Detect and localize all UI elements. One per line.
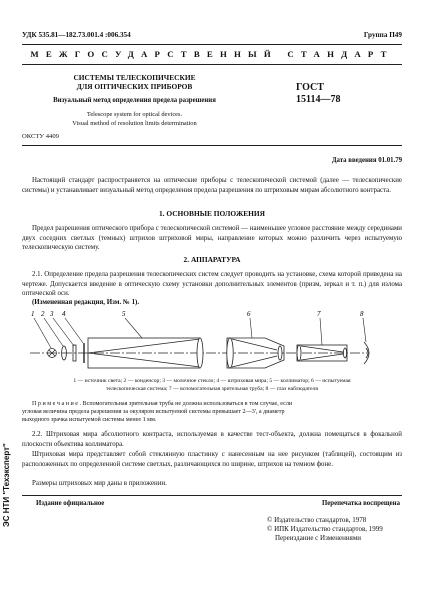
note-line3: выходного зрачка испытуемой системы менее 1 мм.: [22, 417, 157, 423]
section1-paragraph: Предел разрешения оптического прибора с телескопической системой — наименьшее угловое расстояние между серединами двух соседних светлых (темных) штрихов штриховой миры, направление которых можно различить через испытуемую телескопическую систему.: [22, 225, 402, 251]
section1-heading: 1. ОСНОВНЫЕ ПОЛОЖЕНИЯ: [158, 209, 266, 218]
section2-paragraph-2-1: 2.1. Определение предела разрешения телескопических систем следует проводить на установке, схема которой приведена на чертеже. Допускается введение в оптическую схему установки дополнительных элементов (призм, зеркал и т. п.) для излома оптической оси.: [22, 271, 402, 297]
callout-label: 1: [31, 310, 35, 318]
title-rule: [22, 145, 402, 146]
reprint-prohibited-label: Перепечатка воспрещена: [322, 500, 400, 507]
title-subtitle: Визуальный метод определения предела разрешения: [53, 97, 216, 104]
copyright-line1: © Издательство стандартов, 1978: [267, 516, 367, 524]
note-line1: П р и м е ч а н и е . Вспомогательная зрительная труба не должна использоваться в том случае, если: [32, 401, 293, 407]
udk-code: УДК 535.81—182.73.001.4 :006.354: [22, 31, 131, 39]
top-rule: [22, 44, 402, 45]
note-line2: угловая величина предела разрешения за окуляром испытуемой системы превышает 2—3', а диаметр: [22, 409, 285, 415]
callout-label: 7: [317, 310, 321, 318]
title-line1: СИСТЕМЫ ТЕЛЕСКОПИЧЕСКИЕ: [73, 73, 196, 82]
okstu-code: ОКСТУ 4409: [22, 133, 59, 140]
gost-label: ГОСТ: [296, 82, 324, 93]
section2-heading: 2. АППАРАТУРА: [183, 255, 241, 264]
gost-number: 15114—78: [296, 94, 341, 105]
title-line2: ДЛЯ ОПТИЧЕСКИХ ПРИБОРОВ: [76, 82, 193, 91]
callout-label: 3: [50, 310, 54, 318]
group-code: Группа П49: [363, 31, 402, 39]
copyright-line2: © ИПК Издательство стандартов, 1999: [267, 525, 383, 533]
title-english-line2: Visual method of resolution limits determination: [72, 120, 197, 127]
section2-paragraph-2-2: 2.2. Штриховая мира абсолютного контраста, используемая в качестве тест-объекта, должна помещаться в фокальной плоскости объектива коллиматора.: [22, 431, 402, 448]
section2-paragraph-appendix-ref: Размеры штриховых мир даны в приложении.: [32, 480, 167, 487]
callout-label: 5: [122, 310, 126, 318]
callout-label: 4: [62, 310, 66, 318]
figure-caption-line2: телескопическая система; 7 — вспомогательная зрительная труба; 8 — глаз наблюдателя: [106, 386, 318, 392]
callout-label: 2: [41, 310, 45, 318]
interstate-standard-banner: МЕЖГОСУДАРСТВЕННЫЙ СТАНДАРТ: [30, 49, 394, 59]
callout-label: 6: [247, 310, 251, 318]
callout-label: 8: [360, 310, 364, 318]
title-english-line1: Telescope system for optical devices.: [86, 111, 183, 118]
banner-rule: [22, 64, 402, 65]
section2-paragraph-chart-description: Штриховая мира представляет собой стеклянную пластинку с нанесенным на нее рисунком (таблицей), состоящим из расположенных по определенной системе светлых, различающихся по ширине, штрихов на темном фоне.: [22, 451, 402, 468]
edition-note: (Измененная редакция, Изм. № 1).: [32, 299, 140, 306]
intro-paragraph: Настоящий стандарт распространяется на оптические приборы с телескопической системой (далее — телескопические системы) и устанавливает визуальный метод определения предела разрешения по штриховым мирам абсолютного контраста.: [22, 177, 402, 194]
official-edition-label: Издание официальное: [36, 500, 105, 507]
optical-setup-diagram: [22, 308, 402, 376]
techexpert-stamp: ЭС НТИ "Техэксперт": [2, 443, 11, 527]
introduction-date: Дата введения 01.01.79: [331, 157, 402, 164]
figure-caption-line1: 1 — источник света; 2 — конденсор; 3 — молочное стекло; 4 — штриховая мира; 5 — коллиматор; 6 — испытуемая: [73, 378, 351, 384]
footer-rule: [22, 495, 402, 496]
reissue-note: Переиздание с Изменениями: [275, 534, 362, 542]
